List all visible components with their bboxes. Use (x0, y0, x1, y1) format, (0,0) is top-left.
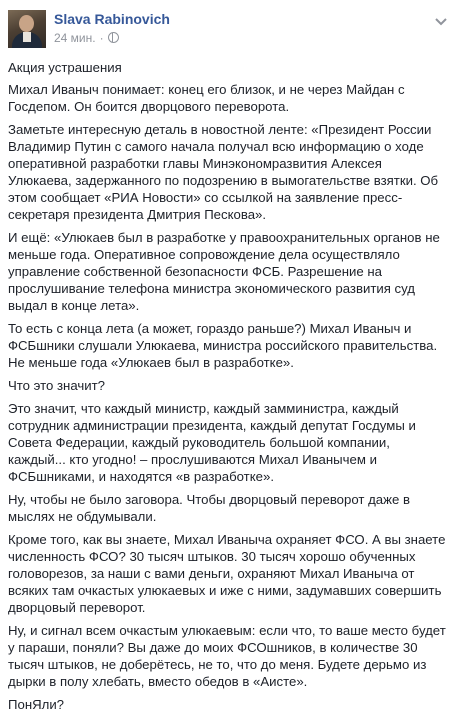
post-header (8, 10, 452, 50)
post-paragraph: ПонЯли? (8, 697, 65, 712)
post-paragraph: Это значит, что каждый министр, каждый замминистра, каждый сотрудник администрации президента, каждый депутат Госдумы и Совета Федерации, каждый руководитель большой компании, каждый... кто угодно! – прослушиваются Михал Иванычем и ФСБшниками, и находятся «в разработке». (8, 401, 416, 484)
post-paragraph: То есть с конца лета (а может, гораздо раньше?) Михал Иваныч и ФСБшники слушали Улюкаева, министра российского правительства. Не меньше года «Улюкаев был в разработке». (8, 321, 438, 370)
post-paragraph: И ещё: «Улюкаев был в разработке у правоохранительных органов не меньше года. Оперативное сопровождение дела осуществляло управление собственной безопасности ФСБ. Разрешение на прослушивание телефона министра экономического развития суд выдал в конце лета». (8, 230, 440, 313)
post-paragraph: Михал Иваныч понимает: конец его близок, и не через Майдан с Госдепом. Он боится дворцового переворота. (8, 82, 405, 114)
author-name[interactable]: Slava Rabinovich (54, 11, 170, 27)
chevron-down-icon[interactable] (434, 16, 448, 28)
post-meta: 24 мин. · (54, 31, 119, 45)
post-paragraph: Акция устрашения (8, 60, 122, 75)
post-paragraph: Заметьте интересную деталь в новостной ленте: «Президент России Владимир Путин с самого начала получал всю информацию о ходе оперативной разработки главы Минэкономразвития Алексея Улюкаева, задержанного по подозрению в вымогательстве взятки. Об этом сообщает «РИА Новости» со ссылкой на заявление пресс-секретаря президента Дмитрия Пескова». (8, 122, 439, 222)
post-paragraph: Ну, чтобы не было заговора. Чтобы дворцовый переворот даже в мыслях не обдумывали. (8, 492, 410, 524)
globe-icon[interactable] (108, 32, 119, 43)
post-paragraph: Кроме того, как вы знаете, Михал Иваныча охраняет ФСО. А вы знаете численность ФСО? 30 тысяч штыков. 30 тысяч хорошо обученных головорезов, за наши с вами деньги, охраняют Михал Иваныча от всяких там очкастых улюкаевых и иже с ними, задумавших совершить дворцовый переворот. (8, 532, 446, 615)
post-paragraph: Что это значит? (8, 378, 105, 393)
post-body (8, 59, 448, 719)
post-timestamp[interactable]: 24 мин. (54, 31, 96, 45)
avatar[interactable] (8, 10, 46, 48)
post-paragraph: Ну, и сигнал всем очкастым улюкаевым: если что, то ваше место будет у параши, поняли? Вы даже до моих ФСОшников, в количестве 30 тысяч штыков, не доберётесь, не то, что до меня. Будете дерьмо из дырки в полу хлебать, вместо обедов в «Аисте». (8, 623, 446, 689)
